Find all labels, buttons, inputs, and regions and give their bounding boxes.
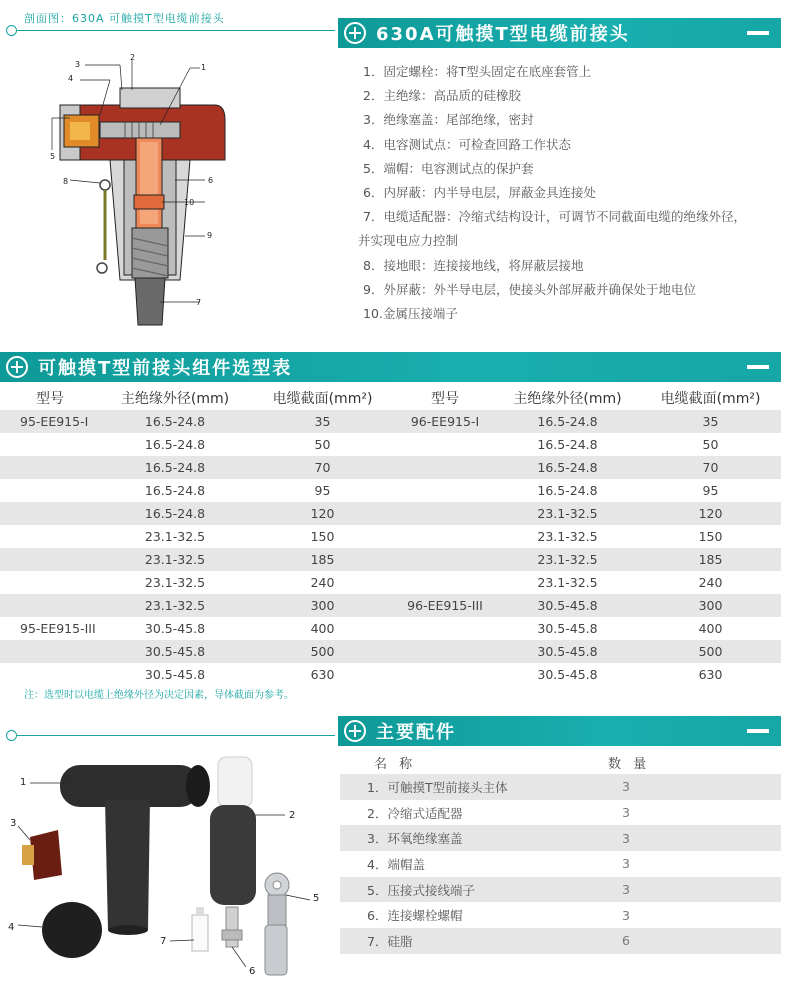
- cell: [0, 456, 100, 479]
- item-qty: 3: [622, 882, 630, 898]
- col-cable-section: 电缆截面(mm²): [660, 391, 761, 407]
- selection-table: [0, 386, 781, 686]
- cell: [0, 479, 100, 502]
- cell: 35: [250, 410, 395, 433]
- list-item: [340, 800, 781, 826]
- table-row: [0, 548, 781, 571]
- cell: 630: [698, 667, 723, 682]
- cell: 500: [250, 640, 395, 663]
- list-item: [340, 902, 781, 928]
- cell: 35: [640, 410, 781, 433]
- cell: 16.5-24.8: [537, 437, 598, 452]
- photo-label-5: 5: [313, 893, 320, 904]
- table-row: [0, 640, 781, 663]
- cell: [395, 617, 495, 640]
- diagram-label-8: 8: [63, 177, 69, 186]
- table-row: [0, 617, 781, 640]
- cell: [395, 479, 495, 502]
- item-name: 2．冷缩式适配器: [367, 805, 463, 821]
- col-cable-section: 电缆截面(mm²): [272, 391, 373, 407]
- item-name: 3．环氧绝缘塞盖: [367, 831, 463, 847]
- col-insulation-od: 主绝缘外径(mm): [513, 391, 622, 407]
- accessories-list: [340, 774, 781, 954]
- cross-section-diagram: [40, 50, 270, 330]
- cell: 400: [698, 621, 723, 636]
- col-insulation-od: 主绝缘外径(mm): [120, 391, 230, 407]
- cell: 300: [250, 594, 395, 617]
- caption-dot-icon: [6, 25, 17, 36]
- accessories-photo: [0, 745, 330, 990]
- list-item: [340, 774, 781, 800]
- selection-table-header: [0, 352, 781, 382]
- item-name: 5．压接式接线端子: [367, 882, 475, 898]
- diagram-label-5: 5: [50, 152, 56, 161]
- cell: 23.1-32.5: [144, 529, 206, 544]
- col-model: 型号: [36, 391, 64, 407]
- photo-divider-line: [0, 705, 328, 745]
- cell: 95: [702, 483, 719, 498]
- cell: [0, 502, 100, 525]
- collapse-minus-icon[interactable]: [747, 365, 769, 369]
- item-name: 4．端帽盖: [367, 856, 425, 872]
- photo-label-4: 4: [8, 922, 15, 933]
- header-qty: 数 量: [608, 757, 651, 772]
- product-title: 630A可触摸T型电缆前接头: [376, 24, 630, 45]
- cell: 500: [640, 640, 781, 663]
- table-row: [0, 433, 781, 456]
- cell: [395, 456, 495, 479]
- cell: [395, 663, 495, 686]
- feature-item: 7．电缆适配器：冷缩式结构设计，可调节不同截面电缆的绝缘外径，: [363, 209, 746, 225]
- cell: 16.5-24.8: [100, 456, 250, 479]
- diagram-label-6: 6: [208, 176, 214, 185]
- cell: 96-EE915-III: [395, 594, 495, 617]
- table-row: [0, 525, 781, 548]
- table-row: [0, 456, 781, 479]
- photo-label-6: 6: [249, 966, 256, 977]
- diagram-label-3: 3: [75, 60, 81, 69]
- cell: [395, 640, 495, 663]
- cell: 23.1-32.5: [495, 502, 640, 525]
- feature-item: 4．电容测试点：可检查回路工作状态: [363, 136, 571, 152]
- diagram-label-10: 10: [184, 198, 195, 207]
- photo-label-7: 7: [160, 936, 167, 947]
- accessories-column-headers: [340, 750, 781, 772]
- cell: 185: [640, 548, 781, 571]
- item-qty: 3: [622, 779, 630, 795]
- collapse-minus-icon[interactable]: [747, 31, 769, 35]
- photo-label-2: 2: [289, 810, 296, 821]
- list-item: [340, 825, 781, 851]
- cell: 16.5-24.8: [495, 456, 640, 479]
- diagram-label-2: 2: [130, 53, 136, 62]
- list-item: [340, 928, 781, 954]
- feature-list: [358, 60, 783, 326]
- cell: 95-EE915-I: [0, 410, 100, 433]
- cell: 23.1-32.5: [495, 548, 640, 571]
- cell: 120: [640, 502, 781, 525]
- cell: 30.5-45.8: [495, 594, 640, 617]
- header-name: 名 称: [374, 757, 417, 772]
- cell: 50: [702, 437, 719, 452]
- feature-item: 9．外屏蔽：外半导电层，使接头外部屏蔽并确保处于地电位: [363, 281, 696, 297]
- photo-label-3: 3: [10, 818, 17, 829]
- cell: [0, 525, 100, 548]
- product-header: [338, 18, 781, 48]
- cell: 630: [310, 667, 335, 682]
- cell: 150: [310, 529, 335, 544]
- cell: 16.5-24.8: [100, 410, 250, 433]
- feature-item: 3．绝缘塞盖：尾部绝缘，密封: [363, 112, 534, 128]
- item-qty: 3: [622, 830, 630, 846]
- table-row: [0, 502, 781, 525]
- collapse-minus-icon[interactable]: [747, 729, 769, 733]
- cell: 400: [310, 621, 335, 636]
- list-item: [340, 851, 781, 877]
- cell: 16.5-24.8: [100, 502, 250, 525]
- list-item: [340, 877, 781, 903]
- cell: [0, 548, 100, 571]
- feature-item: 5．端帽：电容测试点的保护套: [363, 160, 534, 176]
- table-row: [0, 663, 781, 686]
- cell: [0, 594, 100, 617]
- item-qty: 6: [622, 933, 630, 949]
- cell: 23.1-32.5: [100, 594, 250, 617]
- feature-item: 10.金属压接端子: [363, 306, 458, 322]
- caption-divider: [17, 30, 335, 31]
- accessories-title: 主要配件: [376, 722, 456, 743]
- divider-line: [17, 735, 335, 736]
- feature-item-continued: 并实现电应力控制: [358, 233, 459, 249]
- expand-plus-icon[interactable]: [6, 356, 28, 378]
- cell: 23.1-32.5: [537, 529, 598, 544]
- item-name: 7．硅脂: [367, 933, 413, 949]
- accessories-header: [338, 716, 781, 746]
- cell: 150: [698, 529, 723, 544]
- cell: 30.5-45.8: [100, 640, 250, 663]
- cell: 23.1-32.5: [537, 575, 598, 590]
- item-qty: 3: [622, 805, 630, 821]
- cell: 120: [250, 502, 395, 525]
- table-row: [0, 571, 781, 594]
- cell: 30.5-45.8: [537, 621, 598, 636]
- table-row: [0, 479, 781, 502]
- cell: 50: [314, 437, 331, 452]
- item-name: 6．连接螺栓螺帽: [367, 908, 463, 924]
- table-row: [0, 410, 781, 433]
- selection-table-title: 可触摸T型前接头组件选型表: [38, 358, 293, 379]
- item-qty: 3: [622, 856, 630, 872]
- cell: 95: [314, 483, 331, 498]
- cell: [395, 502, 495, 525]
- feature-item: 1．固定螺栓：将T型头固定在底座套管上: [363, 64, 592, 79]
- table-row: [0, 594, 781, 617]
- cell: 70: [640, 456, 781, 479]
- cell: 16.5-24.8: [144, 483, 206, 498]
- table-header-row: [0, 386, 781, 410]
- expand-plus-icon[interactable]: [344, 720, 366, 742]
- cell: [395, 433, 495, 456]
- cell: [0, 663, 100, 686]
- cell: [395, 548, 495, 571]
- feature-item: 2．主绝缘：高品质的硅橡胶: [363, 88, 521, 104]
- cell: [395, 525, 495, 548]
- cell: 96-EE915-I: [395, 410, 495, 433]
- diagram-label-9: 9: [207, 231, 213, 240]
- cell: 300: [640, 594, 781, 617]
- cell: [0, 433, 100, 456]
- cell: [0, 640, 100, 663]
- cell: 30.5-45.8: [144, 621, 206, 636]
- photo-label-1: 1: [20, 777, 27, 788]
- diagram-label-4: 4: [68, 74, 74, 83]
- divider-dot-icon: [6, 730, 17, 741]
- diagram-caption: 剖面图：630A 可触摸T型电缆前接头: [24, 12, 225, 25]
- item-qty: 3: [622, 907, 630, 923]
- cell: 23.1-32.5: [144, 575, 206, 590]
- cell: 185: [250, 548, 395, 571]
- diagram-label-1: 1: [201, 63, 207, 72]
- cell: 30.5-45.8: [495, 640, 640, 663]
- feature-item: 8．接地眼：连接接地线，将屏蔽层接地: [363, 257, 584, 273]
- selection-note: 注：选型时以电缆上绝缘外径为决定因素，导体截面为参考。: [24, 690, 294, 701]
- expand-plus-icon[interactable]: [344, 22, 366, 44]
- cell: 30.5-45.8: [144, 667, 206, 682]
- cell: [395, 571, 495, 594]
- cell: 16.5-24.8: [495, 410, 640, 433]
- cell: 70: [250, 456, 395, 479]
- cell: 240: [698, 575, 723, 590]
- cell: 30.5-45.8: [537, 667, 598, 682]
- cell: 240: [310, 575, 335, 590]
- cell: [0, 571, 100, 594]
- diagram-label-7: 7: [196, 298, 202, 307]
- item-name: 1．可触摸T型前接头主体: [367, 779, 508, 795]
- cell: 16.5-24.8: [537, 483, 598, 498]
- cell: 95-EE915-III: [20, 621, 96, 636]
- cell: 16.5-24.8: [144, 437, 206, 452]
- col-model: 型号: [431, 391, 459, 407]
- feature-item: 6．内屏蔽：内半导电层，屏蔽金具连接处: [363, 185, 596, 201]
- cell: 23.1-32.5: [100, 548, 250, 571]
